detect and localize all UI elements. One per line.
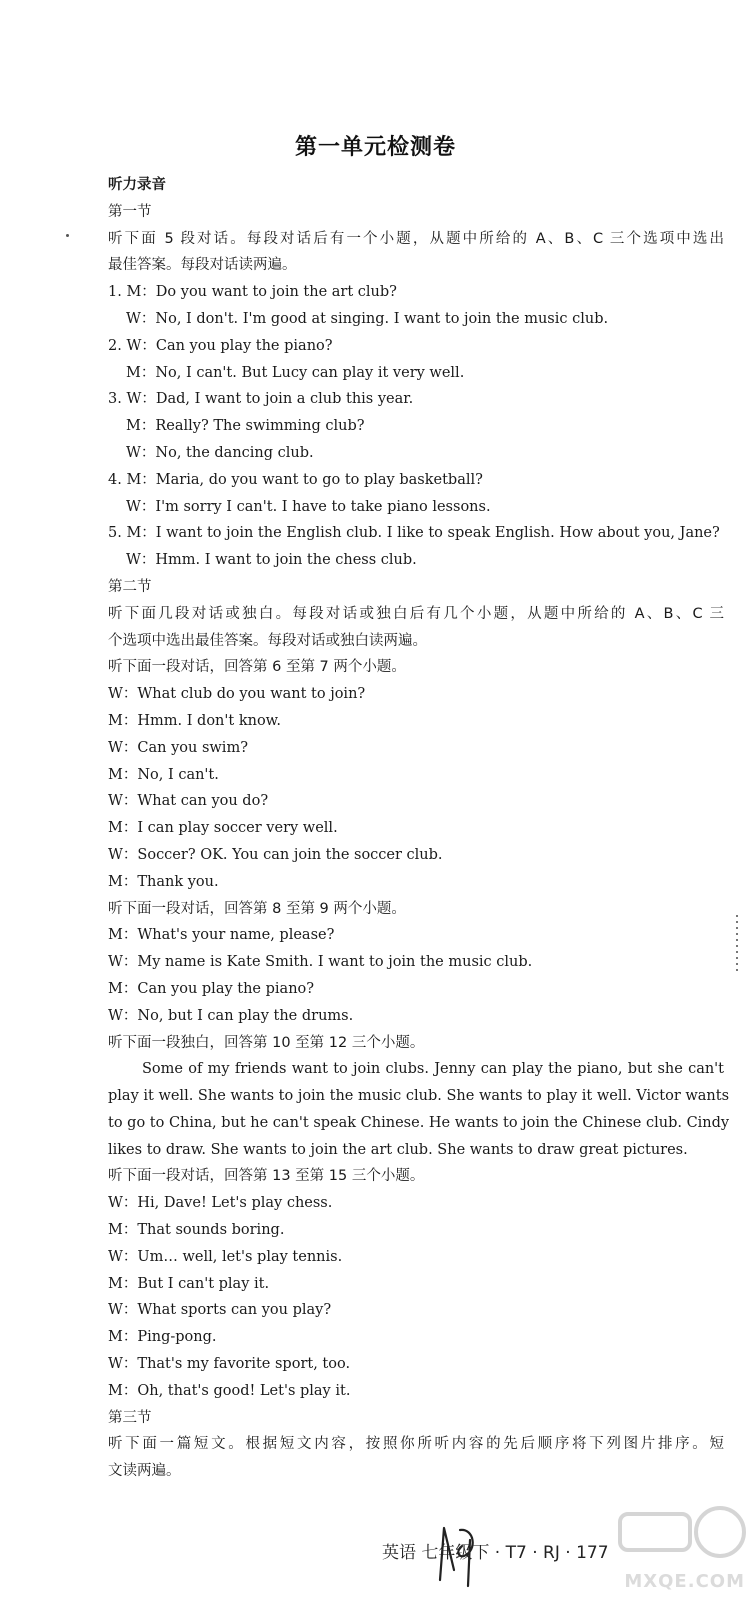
text-line: W：Soccer? OK. You can join the soccer club.	[108, 846, 443, 863]
scan-speck	[66, 234, 69, 237]
text-line: 4. M：Maria, do you want to go to play basketball?	[108, 471, 483, 488]
handwritten-mark	[430, 1510, 490, 1590]
text-line: W：What sports can you play?	[108, 1302, 332, 1319]
page-title: 第一单元检测卷	[294, 135, 456, 160]
text-line: 5. M：I want to join the English club. I like to speak English. How about you, Jane?	[108, 525, 720, 542]
text-line: 听下面一段对话，回答第 6 至第 7 两个小题。	[108, 659, 406, 676]
text-line: M：Can you play the piano?	[108, 980, 315, 997]
text-line: 听下面几段对话或独白。每段对话或独白后有几个小题，从题中所给的 A、B、C 三	[108, 605, 724, 622]
text-line: 听下面一段对话，回答第 13 至第 15 三个小题。	[108, 1168, 425, 1185]
text-line: 2. W：Can you play the piano?	[108, 337, 333, 354]
text-line: 第三节	[108, 1409, 152, 1426]
text-line: 听下面一段独白，回答第 10 至第 12 三个小题。	[108, 1034, 425, 1051]
text-line: W：What can you do?	[108, 793, 269, 810]
text-body	[108, 172, 730, 1485]
text-line: M：I can play soccer very well.	[108, 820, 338, 837]
text-line: W：Hmm. I want to join the chess club.	[126, 552, 417, 569]
text-line: 第二节	[108, 578, 152, 595]
watermark-seal-icon	[600, 1500, 751, 1570]
text-line: M：No, I can't.	[108, 766, 219, 783]
scan-edge-mark	[736, 915, 738, 975]
text-line: W：No, the dancing club.	[126, 444, 314, 461]
text-line: M：Really? The swimming club?	[126, 418, 365, 435]
text-line: 听下面 5 段对话。每段对话后有一个小题，从题中所给的 A、B、C 三个选项中选出	[108, 230, 724, 247]
text-line: to go to China, but he can't speak Chinese. He wants to join the Chinese club. Cindy	[108, 1114, 730, 1131]
text-line: 3. W：Dad, I want to join a club this year.	[108, 391, 414, 408]
text-line: W：Hi, Dave! Let's play chess.	[108, 1195, 333, 1212]
text-line: W：No, I don't. I'm good at singing. I want to join the music club.	[126, 310, 609, 327]
watermark-text: MXQE.COM	[624, 1571, 745, 1592]
text-line: W：My name is Kate Smith. I want to join the music club.	[108, 954, 533, 971]
text-line: 文读两遍。	[108, 1463, 181, 1480]
text-line: 听力录音	[108, 177, 166, 193]
text-line: W：That's my favorite sport, too.	[108, 1356, 351, 1373]
text-line: 最佳答案。每段对话读两遍。	[108, 257, 297, 274]
text-line: W：I'm sorry I can't. I have to take piano lessons.	[126, 498, 491, 515]
text-line: 听下面一篇短文。根据短文内容，按照你所听内容的先后顺序将下列图片排序。短	[108, 1436, 724, 1453]
text-line: M：What's your name, please?	[108, 927, 335, 944]
page-footer: 英语 七年级下 · T7 · RJ · 177	[382, 1543, 609, 1563]
text-line: M：Oh, that's good! Let's play it.	[108, 1382, 351, 1399]
text-line: Some of my friends want to join clubs. Jenny can play the piano, but she can't	[142, 1061, 724, 1078]
text-line: M：Hmm. I don't know.	[108, 712, 281, 729]
text-line: 听下面一段对话，回答第 8 至第 9 两个小题。	[108, 900, 406, 917]
text-line: likes to draw. She wants to join the art club. She wants to draw great pictures.	[108, 1141, 688, 1158]
text-line: play it well. She wants to join the music club. She wants to play it well. Victor wants	[108, 1088, 730, 1105]
text-line: W：Um… well, let's play tennis.	[108, 1248, 343, 1265]
text-line: M：Thank you.	[108, 873, 219, 890]
text-line: 第一节	[108, 203, 152, 220]
text-line: 1. M：Do you want to join the art club?	[108, 284, 397, 301]
text-line: W：Can you swim?	[108, 739, 248, 756]
text-line: 个选项中选出最佳答案。每段对话或独白读两遍。	[108, 632, 427, 649]
text-line: W：What club do you want to join?	[108, 686, 366, 703]
text-line: W：No, but I can play the drums.	[108, 1007, 354, 1024]
text-line: M：That sounds boring.	[108, 1222, 285, 1239]
text-line: M：No, I can't. But Lucy can play it very well.	[126, 364, 465, 381]
watermark-logo	[600, 1500, 751, 1600]
text-line: M：Ping-pong.	[108, 1329, 217, 1346]
text-line: M：But I can't play it.	[108, 1275, 270, 1292]
